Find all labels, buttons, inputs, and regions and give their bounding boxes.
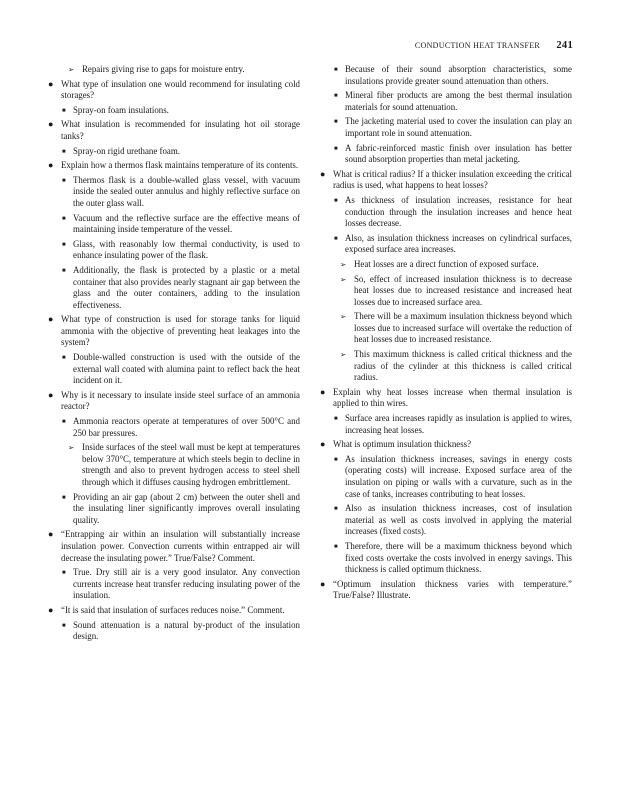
answer-item — [54, 567, 300, 602]
bullet-icon: ■ — [334, 506, 338, 513]
answer-item — [54, 213, 300, 236]
bullet-icon: ■ — [62, 215, 66, 222]
item-text: What is critical radius? If a thicker insulation exceeding the critical radius is used, what happens to heat losses? — [333, 168, 572, 191]
question-item — [48, 314, 300, 349]
right-column — [320, 64, 572, 605]
answer-item — [326, 541, 572, 576]
sub-point-item — [54, 64, 300, 76]
answer-item — [54, 265, 300, 311]
answer-item — [326, 454, 572, 500]
item-text: Vacuum and the reflective surface are the effective means of maintaining inside temperature of the vessel. — [73, 212, 300, 235]
item-text: What insulation is recommended for insulating hot oil storage tanks? — [61, 119, 300, 141]
bullet-icon: ■ — [334, 416, 338, 423]
bullet-icon: ● — [48, 78, 54, 89]
answer-item — [326, 503, 572, 538]
answer-item — [54, 620, 300, 643]
item-text: As insulation thickness increases, savings in energy costs (operating costs) will increase. Exposed surface area of the insulation on piping or walls with a curvature, such as in the case of tanks, increases contributing to heat losses. — [345, 453, 572, 499]
question-item — [48, 389, 300, 413]
sub-point-item — [326, 311, 572, 346]
bullet-icon: ● — [320, 578, 326, 589]
bullet-icon: ■ — [334, 145, 338, 152]
bullet-icon: ➢ — [340, 259, 347, 269]
bullet-icon: ● — [48, 389, 54, 400]
item-text: Spray-on foam insulations. — [73, 104, 169, 115]
item-text: Double-walled construction is used with the outside of the external wall coated with alumina paint to reflect back the heat incident on it. — [73, 352, 300, 386]
bullet-icon: ■ — [334, 543, 338, 550]
sub-point-item — [326, 259, 572, 271]
bullet-icon: ■ — [62, 494, 66, 501]
bullet-icon: ● — [48, 160, 54, 171]
bullet-icon: ■ — [62, 622, 66, 629]
item-text: “Optimum insulation thickness varies with temperature.” True/False? Illustrate. — [333, 578, 572, 601]
answer-item — [54, 175, 300, 210]
bullet-icon: ➢ — [340, 274, 347, 284]
item-text: Mineral fiber products are among the best thermal insulation materials for sound attenuation. — [345, 90, 572, 112]
item-text: Sound attenuation is a natural by-product of the insulation design. — [73, 619, 300, 642]
bullet-icon: ● — [320, 168, 326, 179]
item-text: Why is it necessary to insulate inside steel surface of an ammonia reactor? — [61, 389, 300, 412]
bullet-icon: ■ — [62, 267, 66, 274]
item-text: The jacketing material used to cover the insulation can play an important role in sound attenuation. — [345, 116, 572, 138]
answer-item — [326, 116, 572, 139]
answer-item — [326, 143, 572, 166]
item-text: Also, as insulation thickness increases on cylindrical surfaces, exposed surface area increases. — [345, 232, 572, 255]
item-text: What is optimum insulation thickness? — [333, 439, 472, 450]
question-item — [48, 119, 300, 142]
bullet-icon: ● — [48, 314, 54, 325]
item-text: Explain why heat losses increase when thermal insulation is applied to thin wires. — [333, 386, 572, 409]
item-text: Also as insulation thickness increases, cost of insulation material as well as costs involved in applying the material increases (fixed costs). — [345, 503, 572, 537]
item-text: “Entrapping air within an insulation will substantially increase insulation power. Convection currents within entrapped air will decrease the insulating power.” True/False? Comment. — [61, 529, 300, 563]
bullet-icon: ■ — [334, 67, 338, 73]
sub-point-item — [326, 349, 572, 384]
answer-item — [326, 64, 572, 87]
answer-item — [326, 90, 572, 113]
item-text: A fabric-reinforced mastic finish over insulation has better sound absorption properties than metal jacketing. — [345, 142, 572, 165]
item-text: As thickness of insulation increases, resistance for heat conduction through the insulation increases and hence heat losses decrease. — [345, 194, 572, 229]
bullet-icon: ■ — [62, 107, 66, 114]
question-item — [48, 78, 300, 102]
bullet-icon: ➢ — [340, 312, 347, 322]
question-item — [320, 168, 572, 192]
bullet-icon: ■ — [334, 197, 338, 204]
item-text: Additionally, the flask is protected by a plastic or a metal container that also provides nearly stagnant air gap between the glass and the outer containers, adding to the insulation effectiveness. — [73, 264, 300, 310]
item-text: Spray-on rigid urethane foam. — [73, 145, 180, 156]
bullet-icon: ● — [48, 604, 54, 615]
answer-item — [54, 105, 300, 117]
item-text: “It is said that insulation of surfaces reduces noise.” Comment. — [61, 604, 285, 615]
item-text: Providing an air gap (about 2 cm) between the outer shell and the insulating liner significantly improves overall insulating quality. — [73, 491, 300, 525]
item-text: There will be a maximum insulation thickness beyond which losses due to increased surface will overtake the reduction of heat losses due to increased resistance. — [354, 311, 572, 345]
item-text: Heat losses are a direct function of exposed surface. — [354, 258, 539, 269]
section-title: CONDUCTION HEAT TRANSFER — [414, 41, 541, 50]
item-text: Surface area increases rapidly as insulation is applied to wires, increasing heat losses. — [345, 413, 572, 435]
item-text: Explain how a thermos flask maintains temperature of its contents. — [61, 160, 299, 171]
answer-item — [326, 413, 572, 436]
bullet-icon: ● — [48, 529, 54, 540]
bullet-icon: ➢ — [340, 350, 347, 360]
bullet-icon: ■ — [62, 570, 66, 577]
item-text: Ammonia reactors operate at temperatures of over 500°C and 250 bar pressures. — [73, 416, 300, 438]
answer-item — [326, 233, 572, 256]
item-text: This maximum thickness is called critical thickness and the radius of the cylinder at this thickness is called critical radius. — [354, 349, 572, 383]
bullet-icon: ■ — [62, 241, 66, 248]
bullet-icon: ■ — [62, 355, 66, 362]
bullet-icon: ■ — [334, 235, 338, 242]
item-text: True. Dry still air is a very good insulator. Any convection currents increase heat transfer reducing insulating power of the insulation. — [73, 567, 300, 601]
item-text: Inside surfaces of the steel wall must be kept at temperatures below 370°C, temperature at which steels begin to decline in strength and also to prevent hydrogen access to steel shell through which it diffuses causing hydrogen embrittlement. — [82, 442, 300, 487]
bullet-icon: ● — [320, 386, 326, 397]
answer-item — [326, 195, 572, 230]
answer-item — [54, 146, 300, 158]
item-text: Therefore, there will be a maximum thickness beyond which fixed costs overtake the costs involved in energy savings. This thickness is called optimum thickness. — [345, 540, 572, 575]
page-number: 241 — [556, 40, 573, 51]
question-item — [320, 439, 572, 451]
question-item — [320, 578, 572, 602]
bullet-icon: ➢ — [68, 65, 75, 74]
bullet-icon: ■ — [334, 93, 338, 100]
bullet-icon: ➢ — [68, 443, 75, 453]
item-text: What type of insulation one would recommend for insulating cold storages? — [61, 78, 300, 101]
left-column — [48, 64, 300, 646]
question-item — [48, 529, 300, 564]
question-item — [320, 386, 572, 410]
answer-item — [54, 492, 300, 527]
bullet-icon: ■ — [62, 177, 66, 184]
item-text: Because of their sound absorption characteristics, some insulations provide greater sound attenuation than others. — [345, 64, 572, 86]
bullet-icon: ■ — [334, 119, 338, 126]
item-text: So, effect of increased insulation thickness is to decrease heat losses due to increased resistance and increased heat losses due to increased surface area. — [354, 273, 572, 307]
item-text: What type of construction is used for storage tanks for liquid ammonia with the objective of preventing heat leakages into the system? — [61, 314, 300, 348]
bullet-icon: ■ — [62, 419, 66, 426]
bullet-icon: ■ — [334, 456, 338, 463]
item-text: Repairs giving rise to gaps for moisture entry. — [82, 64, 245, 74]
running-header — [40, 40, 573, 54]
bullet-icon: ● — [48, 119, 54, 130]
sub-point-item — [326, 274, 572, 309]
answer-item — [54, 239, 300, 262]
answer-item — [54, 416, 300, 439]
bullet-icon: ● — [320, 439, 326, 450]
item-text: Glass, with reasonably low thermal conductivity, is used to enhance insulating power of the flask. — [73, 238, 300, 261]
question-item — [48, 604, 300, 617]
sub-point-item — [54, 442, 300, 488]
question-item — [48, 160, 300, 172]
bullet-icon: ■ — [62, 148, 66, 155]
item-text: Thermos flask is a double-walled glass vessel, with vacuum inside the sealed outer annulus and highly reflective surface on the outer glass wall. — [73, 174, 300, 208]
answer-item — [54, 352, 300, 387]
